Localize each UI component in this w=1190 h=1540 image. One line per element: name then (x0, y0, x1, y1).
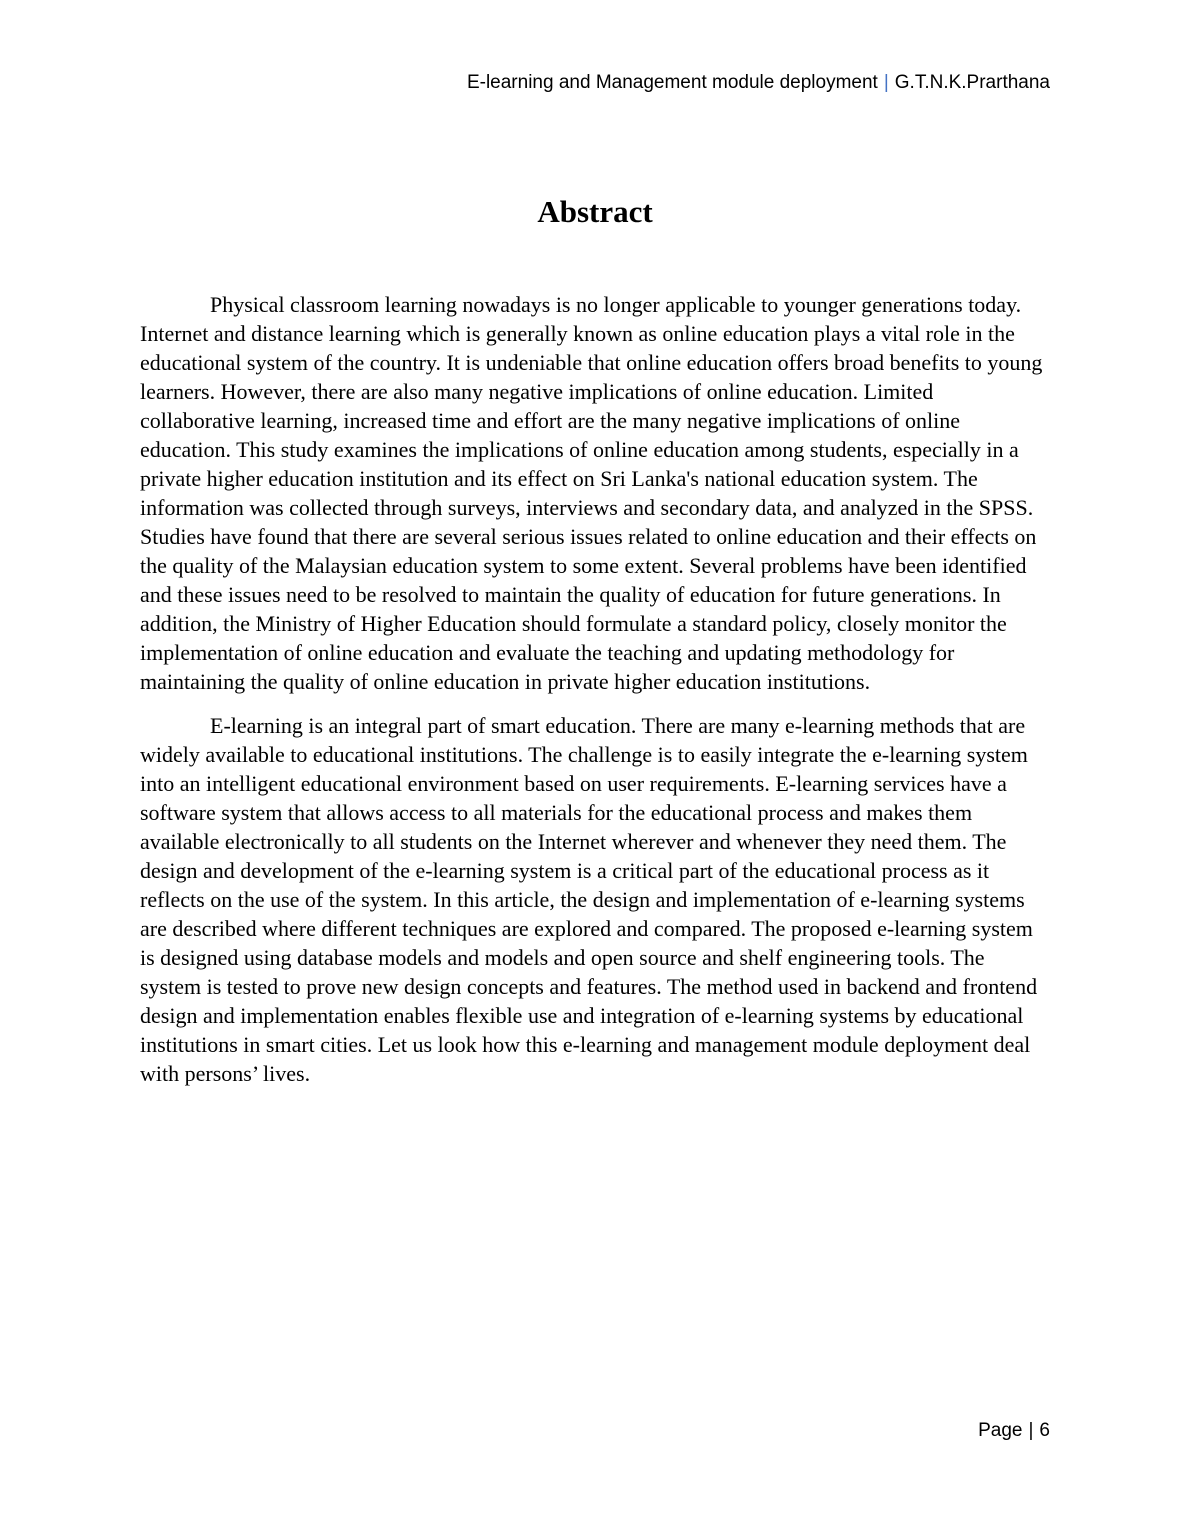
footer-page-label: Page (978, 1420, 1023, 1441)
abstract-body (140, 290, 1050, 1103)
abstract-paragraph-2: E-learning is an integral part of smart education. There are many e-learning methods that are widely available to educational institutions. The challenge is to easily integrate the e-learning system into an intelligent educational environment based on user requirements. E-learning services have a software system that allows access to all materials for the educational process and makes them available electronically to all students on the Internet wherever and whenever they need them. The design and development of the e-learning system is a critical part of the educational process as it reflects on the use of the system. In this article, the design and implementation of e-learning systems are described where different techniques are explored and compared. The proposed e-learning system is designed using database models and models and open source and shelf engineering tools. The system is tested to prove new design concepts and features. The method used in backend and frontend design and implementation enables flexible use and integration of e-learning systems by educational institutions in smart cities. Let us look how this e-learning and management module deployment deal with persons’ lives. (140, 713, 1038, 1086)
abstract-paragraph-1: Physical classroom learning nowadays is no longer applicable to younger generations today. Internet and distance learning which is generally known as online education plays a vital role in the educational system of the country. It is undeniable that online education offers broad benefits to young learners. However, there are also many negative implications of online education. Limited collaborative learning, increased time and effort are the many negative implications of online education. This study examines the implications of online education among students, especially in a private higher education institution and its effect on Sri Lanka's national education system. The information was collected through surveys, interviews and secondary data, and analyzed in the SPSS. Studies have found that there are several serious issues related to online education and their effects on the quality of the Malaysian education system to some extent. Several problems have been identified and these issues need to be resolved to maintain the quality of education for future generations. In addition, the Ministry of Higher Education should formulate a standard policy, closely monitor the implementation of online education and evaluate the teaching and updating methodology for maintaining the quality of online education in private higher education institutions. (140, 292, 1043, 694)
page-footer (978, 1418, 1050, 1444)
header-separator: | (883, 72, 889, 93)
footer-page-number: 6 (1039, 1420, 1050, 1441)
page-header (467, 70, 1050, 96)
header-author: G.T.N.K.Prarthana (894, 72, 1050, 93)
page-title: Abstract (537, 194, 653, 229)
header-document-title: E-learning and Management module deployment (466, 72, 878, 93)
footer-separator: | (1028, 1420, 1034, 1441)
